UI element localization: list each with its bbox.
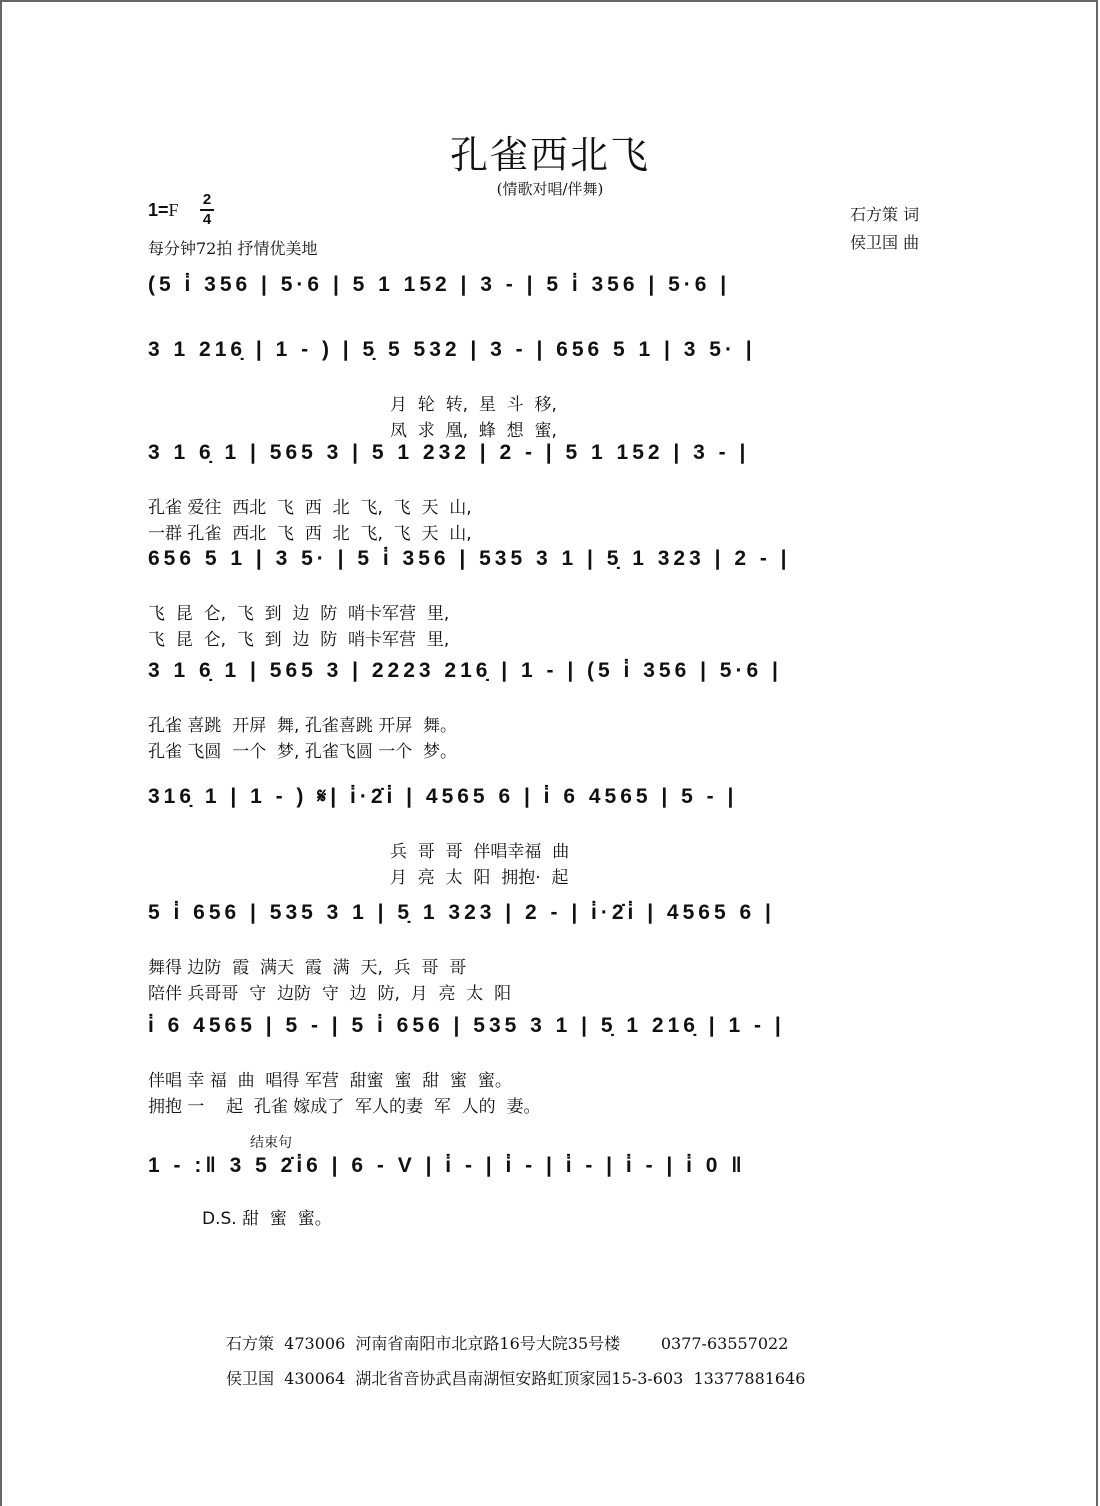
- lyric-line-1: 孔雀 喜跳 开屏 舞, 孔雀喜跳 开屏 舞。: [148, 716, 458, 736]
- tempo-marking: 每分钟72拍 抒情优美地: [148, 239, 318, 258]
- lyric-line-2: 一群 孔雀 西北 飞 西 北 飞, 飞 天 山,: [148, 524, 472, 544]
- notation-line: 1 - :‖ 3 5 2̇i̇6 | 6 - V | i̇ - | i̇ - | i̇ - | i̇ - | i̇ 0 ‖: [148, 1154, 746, 1177]
- lyric-line-1: 伴唱 幸 福 曲 唱得 军营 甜蜜 蜜 甜 蜜 蜜。: [148, 1071, 512, 1091]
- lyric-line-1: 月 轮 转, 星 斗 移,: [390, 395, 557, 415]
- footer-contact-lyricist: 石方策 473006 河南省南阳市北京路16号大院35号楼 0377-63557022: [226, 1334, 789, 1353]
- notation-line: 3 1 216̣ | 1 - ) | 5̣ 5 532 | 3 - | 656 5 1 | 3 5· |: [148, 338, 756, 361]
- song-subtitle: (情歌对唱/伴舞): [496, 180, 604, 198]
- time-signature: [200, 192, 214, 228]
- lyric-line-2: 凤 求 凰, 蜂 想 蜜,: [390, 421, 557, 441]
- phrase-label: 结束句: [250, 1135, 292, 1151]
- lyric-line-2: 拥抱 一 起 孔雀 嫁成了 军人的妻 军 人的 妻。: [148, 1097, 541, 1117]
- footer-contact-composer: 侯卫国 430064 湖北省音协武昌南湖恒安路虹顶家园15-3-603 13377881646: [226, 1369, 806, 1388]
- lyricist-credit: 石方策 词: [850, 205, 920, 224]
- lyric-line-1: 兵 哥 哥 伴唱幸福 曲: [390, 842, 570, 862]
- lyric-line-1: D.S. 甜 蜜 蜜。: [202, 1209, 332, 1229]
- time-signature-top: 2: [202, 191, 212, 208]
- lyric-line-2: 月 亮 太 阳 拥抱· 起: [390, 868, 569, 888]
- notation-line: 656 5 1 | 3 5· | 5 i̇ 356 | 535 3 1 | 5̣ 1 323 | 2 - |: [148, 547, 791, 570]
- lyric-line-2: 飞 昆 仑, 飞 到 边 防 哨卡军营 里,: [148, 630, 450, 650]
- song-title: 孔雀西北飞: [449, 133, 650, 177]
- notation-line: (5 i̇ 356 | 5·6 | 5 1 152 | 3 - | 5 i̇ 356 | 5·6 |: [148, 273, 731, 296]
- lyric-line-2: 陪伴 兵哥哥 守 边防 守 边 防, 月 亮 太 阳: [148, 984, 512, 1004]
- notation-line: 316̣ 1 | 1 - ) 𝄋| i̇·2̇i̇ | 4565 6 | i̇ 6 4565 | 5 - |: [148, 785, 738, 808]
- key-note: F: [168, 200, 179, 220]
- notation-line: 3 1 6̣ 1 | 565 3 | 2223 216̣ | 1 - | (5 i̇ 356 | 5·6 |: [148, 659, 782, 682]
- key-prefix: 1=: [148, 200, 169, 220]
- notation-line: 3 1 6̣ 1 | 565 3 | 5 1 232 | 2 - | 5 1 152 | 3 - |: [148, 441, 750, 464]
- time-signature-bottom: 4: [202, 211, 212, 228]
- lyric-line-1: 飞 昆 仑, 飞 到 边 防 哨卡军营 里,: [148, 604, 450, 624]
- composer-credit: 侯卫国 曲: [850, 233, 920, 252]
- notation-line: 5 i̇ 656 | 535 3 1 | 5̣ 1 323 | 2 - | i̇·2̇i̇ | 4565 6 |: [148, 901, 775, 924]
- notation-line: i̇ 6 4565 | 5 - | 5 i̇ 656 | 535 3 1 | 5̣ 1 216̣ | 1 - |: [148, 1014, 785, 1037]
- key-signature: [148, 200, 179, 221]
- lyric-line-1: 孔雀 爱往 西北 飞 西 北 飞, 飞 天 山,: [148, 498, 472, 518]
- lyric-line-2: 孔雀 飞圆 一个 梦, 孔雀飞圆 一个 梦。: [148, 742, 458, 762]
- lyric-line-1: 舞得 边防 霞 满天 霞 满 天, 兵 哥 哥: [148, 958, 467, 978]
